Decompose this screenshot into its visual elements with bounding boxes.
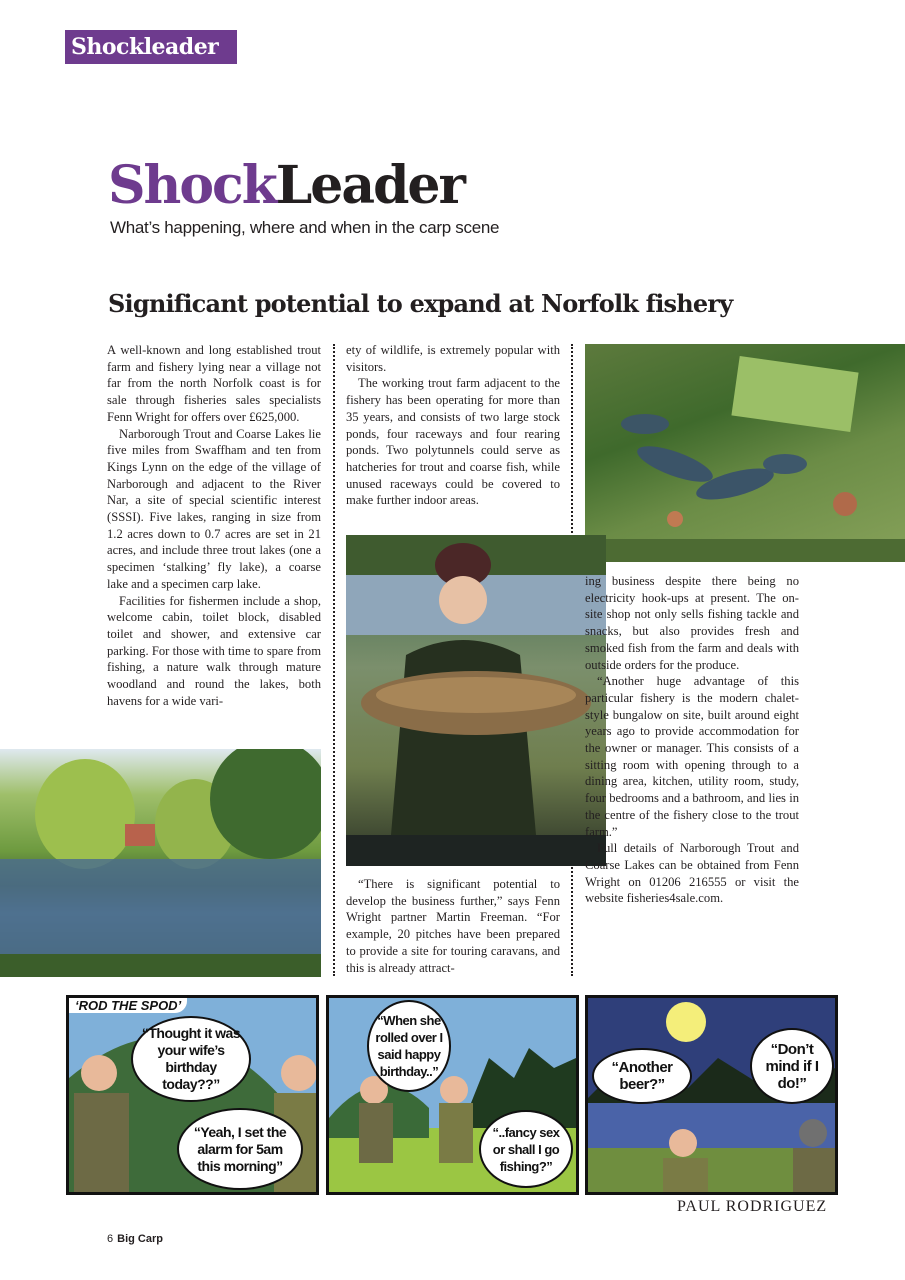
speech-bubble: “Don’t mind if I do!” [750,1028,834,1104]
paragraph: Narborough Trout and Coarse Lakes lie five miles from Swaffham and ten from Kings Lynn on the edge of the village of Narborough and adjacent to the River Nar, a site of special scientific interest (SSSI). Five lakes, ranging in size from 1.2 acres down to 0.7 acres are set in 21 acres, and include three trout lakes (one a specimen ‘stalking’ fly lake), a coarse lake and a specimen carp lake. [107,426,321,591]
paragraph: A well-known and long established trout farm and fishery lying near a village not far from the north Norfolk coast is for sale through fisheries sales specialists Fenn Wright for offers over £625,000. [107,343,321,424]
column-divider [333,344,335,976]
paragraph: ing business despite there being no electricity hook-ups at present. The on-site shop not only sells fishing tackle and snacks, but also provides fresh and smoked fish from the farm and deals with outside orders for the produce. [585,574,799,672]
cartoon-panel-2 [326,995,579,1195]
cartoon-title: ‘ROD THE SPOD’ [69,998,187,1013]
magazine-name: Big Carp [117,1233,163,1245]
speech-bubble: “When she rolled over I said happy birthday..” [367,1000,451,1092]
page-number: 6 [107,1233,114,1245]
speech-bubble: “Yeah, I set the alarm for 5am this morning” [177,1108,303,1190]
speech-bubble: “Another beer?” [592,1048,692,1104]
paragraph: ety of wildlife, is extremely popular with visitors. [346,343,560,374]
paragraph: “Another huge advantage of this particular fishery is the modern chalet-style bungalow on site, built around eight years ago to provide accommodation for the owner or manager. This consists of a sitting room with opening through to a dining area, kitchen, utility room, study, four bedrooms and a bathroom, and lies in the centre of the fishery close to the trout farm.” [585,674,799,839]
paragraph: The working trout farm adjacent to the fishery has been operating for more than 35 years, and consists of two large stock ponds, four raceways and four rearing ponds. Two polytunnels could serve as hatcheries for trout and coarse fish, while unused raceways could be covered to make further indoor areas. [346,376,560,508]
section-tab: Shockleader [65,30,237,64]
paragraph: Facilities for fishermen include a shop, welcome cabin, toilet block, disabled toilet and shower, and extensive car parking. For those with time to spare from fishing, a nature walk through mature woodland and round the lakes, both havens for a wide vari- [107,593,321,708]
paragraph: Full details of Narborough Trout and Coarse Lakes can be obtained from Fenn Wright on 01206 216555 or visit the website fisheries4sale.com. [585,841,799,906]
lake-willows-photo [0,749,321,977]
cartoon-panel-3 [585,995,838,1195]
speech-bubble: “..fancy sex or shall I go fishing?” [479,1110,573,1188]
article-headline: Significant potential to expand at Norfolk fishery [108,289,733,318]
article-column-1 [107,342,321,709]
aerial-fishery-photo [585,344,905,562]
masthead-title [108,156,464,216]
cartoon-credit: PAUL RODRIGUEZ [677,1198,828,1215]
page-footer [107,1233,163,1245]
speech-bubble: “Thought it was your wife’s birthday today??” [131,1016,251,1102]
masthead-strapline: What’s happening, where and when in the carp scene [110,218,500,237]
masthead-part-leader: Leader [275,155,464,216]
paragraph: “There is significant potential to develop the business further,” says Fenn Wright partner Martin Freeman. “For example, 20 pitches have been prepared to provide a site for touring caravans, and this is already attract- [346,877,560,975]
article-column-2-top [346,342,560,509]
article-column-3 [585,573,799,907]
angler-with-carp-photo [346,535,606,866]
article-column-2-bottom [346,876,560,976]
masthead-part-shock: Shock [108,155,276,216]
cartoon-panel-1 [66,995,319,1195]
